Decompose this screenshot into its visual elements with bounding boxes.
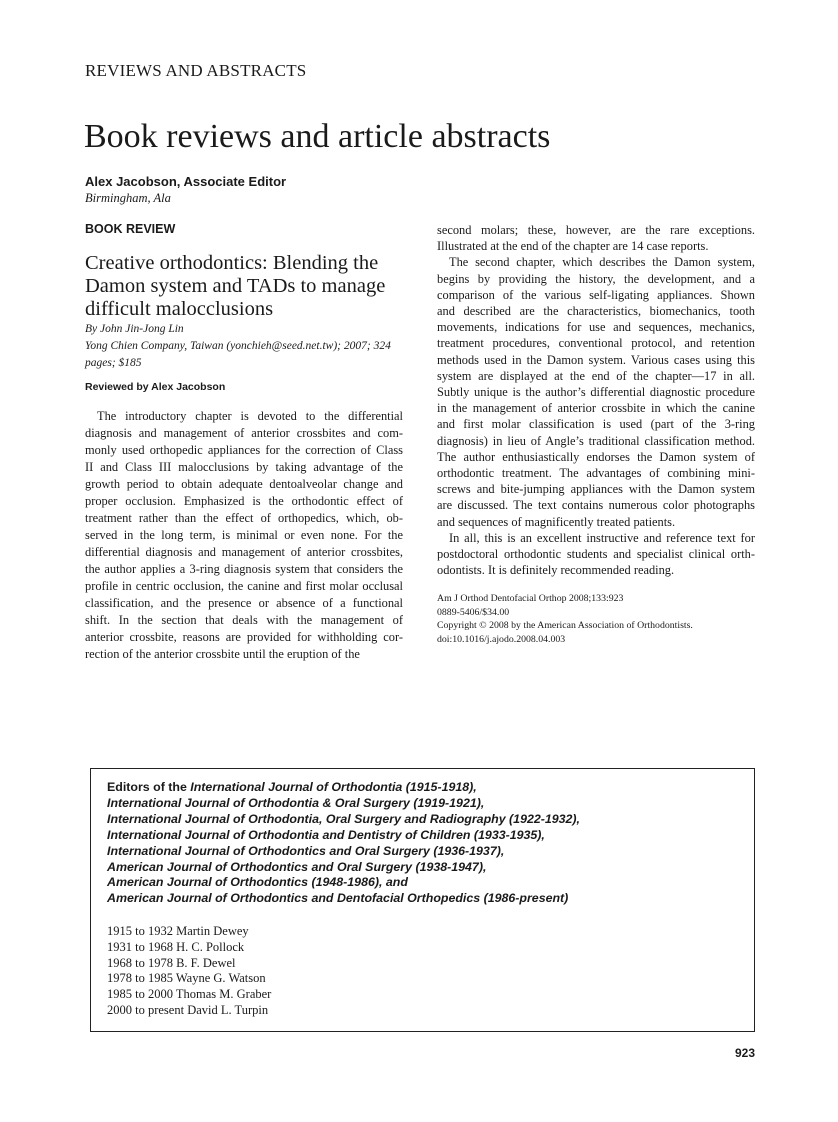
journal-line xyxy=(107,891,580,907)
editor-entry: 2000 to present David L. Turpin xyxy=(107,1002,269,1017)
journal-line xyxy=(107,875,580,891)
text-line: postdoctoral orthodontic students and specialist clinical orth- xyxy=(437,547,755,562)
editor-entry: 1985 to 2000 Thomas M. Graber xyxy=(107,987,272,1002)
book-author: By John Jin-Jong Lin xyxy=(85,323,184,335)
journal-line xyxy=(107,780,580,796)
editors-list xyxy=(107,924,271,1019)
editor-location: Birmingham, Ala xyxy=(85,191,171,205)
text-line: profile in centric occlusion, the canine and first molar occlusal xyxy=(85,579,403,593)
editor-name: Alex Jacobson, Associate Editor xyxy=(85,174,287,189)
text-line: second molars; these, however, are the rare exceptions. xyxy=(437,223,755,237)
text-line: shift. In the section that deals with the management of xyxy=(85,613,403,627)
text-line: diagnosis) in lieu of Angle’s traditional classification method. xyxy=(437,433,755,448)
book-details xyxy=(85,321,405,372)
journal-name: American Journal of Orthodontics and Dentofacial Orthopedics (1986-present) xyxy=(107,891,569,906)
journal-line xyxy=(107,828,580,844)
journal-line xyxy=(107,844,580,860)
section-header: REVIEWS AND ABSTRACTS xyxy=(85,61,307,80)
text-line: growth period to obtain adequate dentoalveolar change and xyxy=(85,477,403,491)
text-line: The introductory chapter is devoted to the differential xyxy=(97,409,403,423)
text-line: monly used orthopedic appliances for the correction of Class xyxy=(85,443,403,457)
journal-name: International Journal of Orthodontics and Oral Surgery (1936-1937), xyxy=(107,843,505,858)
text-line: differential diagnosis and management of anterior crossbites, xyxy=(85,545,403,559)
text-line: classification, and the presence or absence of a functional xyxy=(85,596,403,610)
journal-name: American Journal of Orthodontics and Oral Surgery (1938-1947), xyxy=(107,859,487,874)
citation-line: doi:10.1016/j.ajodo.2008.04.003 xyxy=(437,633,566,645)
text-line: comparison of the various self-ligating appliances. Shown xyxy=(437,287,755,302)
reviewed-by: Reviewed by Alex Jacobson xyxy=(85,381,226,393)
text-line: system are displayed at the end of the chapter—17 in all. xyxy=(437,368,755,383)
journal-name: International Journal of Orthodontia, Oral Surgery and Radiography (1922-1932), xyxy=(107,811,580,826)
publisher-line: pages; $185 xyxy=(85,357,142,369)
citation-block xyxy=(437,592,693,646)
text-line: Illustrated at the end of the chapter are 14 case reports. xyxy=(437,239,709,254)
journal-line xyxy=(107,812,580,828)
text-line: in the management of anterior crossbite in which the canine xyxy=(437,401,755,416)
right-column-text xyxy=(437,222,755,578)
journal-name: International Journal of Orthodontia & Oral Surgery (1919-1921), xyxy=(107,795,485,810)
text-line: treatment rather than the effect of orthopedics, which, ob- xyxy=(85,511,403,525)
text-line: and first molar classification is used (part of the 3-ring xyxy=(437,417,755,432)
text-line: anterior crossbite, reasons are provided for withholding cor- xyxy=(85,630,403,644)
text-line: Subtly unique is the author’s differential diagnostic procedure xyxy=(437,385,755,400)
book-review-label: BOOK REVIEW xyxy=(85,222,176,236)
editor-entry: 1931 to 1968 H. C. Pollock xyxy=(107,939,245,954)
editor-entry: 1968 to 1978 B. F. Dewel xyxy=(107,955,236,970)
editor-entry: 1978 to 1985 Wayne G. Watson xyxy=(107,971,266,986)
journal-name: International Journal of Orthodontia (1915-1918), xyxy=(190,780,477,794)
journal-name: International Journal of Orthodontia and Dentistry of Children (1933-1935), xyxy=(107,827,545,842)
citation-line: Am J Orthod Dentofacial Orthop 2008;133:923 xyxy=(437,593,624,604)
left-column-text xyxy=(85,408,403,663)
editors-intro: Editors of the xyxy=(107,780,191,794)
text-line: methods used in the Damon system. Various cases using this xyxy=(437,352,755,367)
publisher-line: Yong Chien Company, Taiwan (yonchieh@seed.net.tw); 2007; 324 xyxy=(85,340,391,352)
text-line: diagnosis and management of anterior crossbites and com- xyxy=(85,426,403,440)
text-line: movements, indications for use and sequences, mechanics, xyxy=(437,320,755,335)
text-line: In all, this is an excellent instructive and reference text for xyxy=(449,530,755,545)
journal-name: American Journal of Orthodontics (1948-1986), and xyxy=(107,875,408,890)
book-title: Creative orthodontics: Blending the Damon system and TADs to manage difficult malocclusions xyxy=(85,252,386,320)
text-line: proper occlusion. Emphasized is the orthodontic effect of xyxy=(85,494,403,508)
text-line: treatment procedures, conventional protocol, and retention xyxy=(437,336,755,351)
text-line: served in the long term, is minimal or even none. For the xyxy=(85,528,403,542)
text-line: The second chapter, which describes the Damon system, xyxy=(449,255,755,270)
journal-line xyxy=(107,796,580,812)
page-title: Book reviews and article abstracts xyxy=(84,118,551,155)
text-line: rection of the anterior crossbite until the eruption of the xyxy=(85,647,360,661)
text-line: begins by providing the history, the development, and a xyxy=(437,271,755,286)
text-line: screws and bite-jumping appliances with the Damon system xyxy=(437,482,755,497)
editors-journals xyxy=(107,780,580,907)
editor-entry: 1915 to 1932 Martin Dewey xyxy=(107,924,249,938)
text-line: the author applies a 3-ring diagnosis system that considers the xyxy=(85,562,403,576)
text-line: The author enthusiastically endorses the Damon system of xyxy=(437,449,755,464)
citation-line: 0889-5406/$34.00 xyxy=(437,606,510,618)
page-number: 923 xyxy=(734,1046,755,1060)
text-line: and sequences of magnificently treated patients. xyxy=(437,514,676,529)
text-line: and described are the characteristics, biomechanics, tooth xyxy=(437,304,755,319)
text-line: are discussed. The text contains numerous color photographs xyxy=(437,498,755,513)
text-line: odontists. It is definitely recommended reading. xyxy=(437,563,675,578)
text-line: orthodontic treatment. The advantages of combining mini- xyxy=(437,466,755,481)
journal-line xyxy=(107,860,580,876)
text-line: II and Class III malocclusions by taking advantage of the xyxy=(85,460,403,474)
citation-line: Copyright © 2008 by the American Association of Orthodontists. xyxy=(437,620,693,631)
